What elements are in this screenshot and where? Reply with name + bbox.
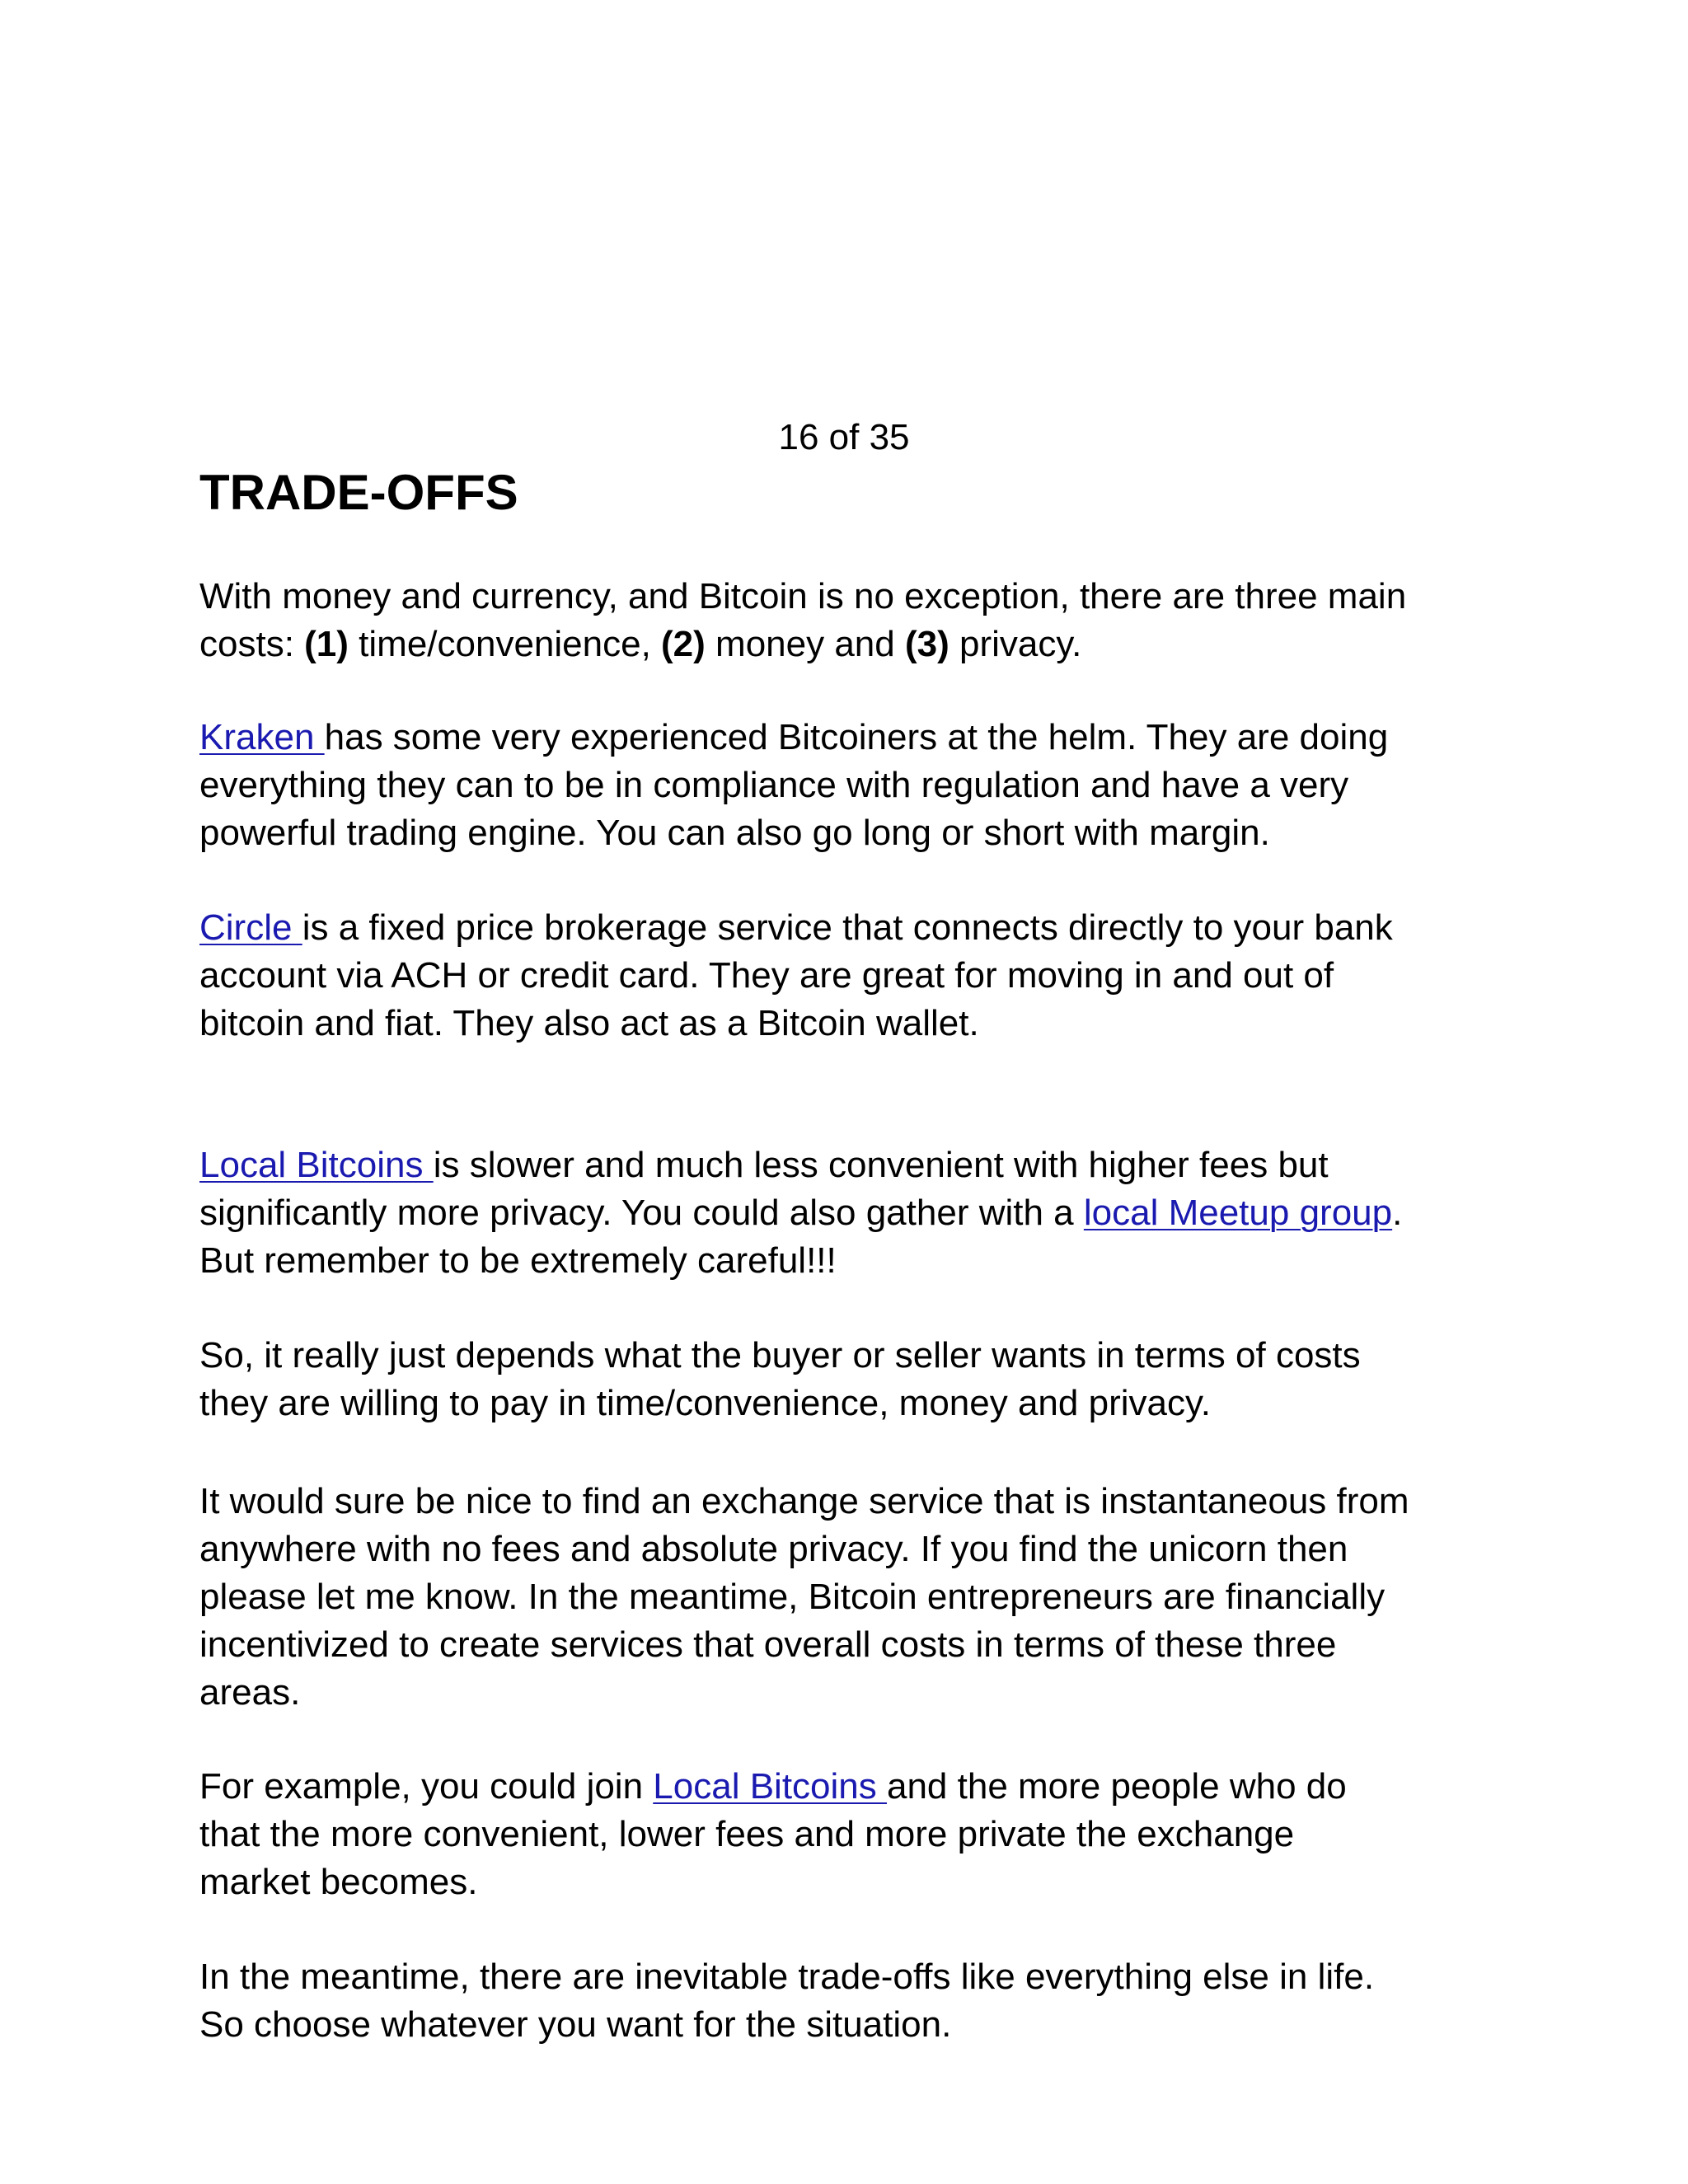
text-line: incentivized to create services that overall costs in terms of these three — [199, 1624, 1337, 1665]
text-line: bitcoin and fiat. They also act as a Bitcoin wallet. — [199, 1003, 979, 1043]
paragraph-example — [199, 1763, 1502, 1906]
text-line: Kraken has some very experienced Bitcoiners at the helm. They are doing — [199, 717, 1389, 757]
bold-number: (2) — [661, 624, 706, 664]
text-line: For example, you could join Local Bitcoins and the more people who do — [199, 1766, 1347, 1807]
text-line: account via ACH or credit card. They are great for moving in and out of — [199, 955, 1334, 996]
text-line: It would sure be nice to find an exchange service that is instantaneous from — [199, 1481, 1409, 1521]
paragraph-kraken — [199, 714, 1502, 857]
bold-number: (1) — [304, 624, 349, 664]
paragraph-intro — [199, 573, 1502, 668]
local-bitcoins-link-2[interactable]: Local Bitcoins — [653, 1766, 887, 1807]
text-line: they are willing to pay in time/convenience, money and privacy. — [199, 1383, 1211, 1423]
section-title: TRADE-OFFS — [199, 465, 518, 520]
text-line: please let me know. In the meantime, Bitcoin entrepreneurs are financially — [199, 1577, 1386, 1617]
text-line: areas. — [199, 1672, 301, 1713]
text-line: But remember to be extremely careful!!! — [199, 1240, 837, 1281]
text-line: everything they can to be in compliance with regulation and have a very — [199, 765, 1349, 805]
text-line: In the meantime, there are inevitable trade-offs like everything else in life. — [199, 1957, 1375, 1997]
text-line: that the more convenient, lower fees and more private the exchange — [199, 1814, 1295, 1854]
text-line: Circle is a fixed price brokerage service that connects directly to your bank — [199, 907, 1393, 948]
paragraph-unicorn — [199, 1478, 1502, 1717]
text-line: So, it really just depends what the buyer or seller wants in terms of costs — [199, 1335, 1361, 1376]
bold-number: (3) — [904, 624, 950, 664]
text-line: With money and currency, and Bitcoin is no exception, there are three main — [199, 576, 1407, 616]
kraken-link[interactable]: Kraken — [199, 717, 325, 757]
paragraph-conclusion — [199, 1953, 1502, 2049]
circle-link[interactable]: Circle — [199, 907, 302, 948]
text-line: anywhere with no fees and absolute privacy. If you find the unicorn then — [199, 1529, 1348, 1569]
paragraph-depends — [199, 1332, 1502, 1427]
text-line: powerful trading engine. You can also go long or short with margin. — [199, 813, 1270, 853]
text-line: costs: (1) time/convenience, (2) money and (3) privacy. — [199, 624, 1082, 664]
text-line: Local Bitcoins is slower and much less convenient with higher fees but — [199, 1145, 1329, 1185]
page-number: 16 of 35 — [778, 417, 910, 457]
local-bitcoins-link[interactable]: Local Bitcoins — [199, 1145, 434, 1185]
text-line: significantly more privacy. You could also gather with a local Meetup group. — [199, 1193, 1403, 1233]
paragraph-local-bitcoins — [199, 1141, 1502, 1285]
text-line: So choose whatever you want for the situation. — [199, 2004, 952, 2045]
text-line: market becomes. — [199, 1862, 478, 1902]
paragraph-circle — [199, 904, 1502, 1047]
local-meetup-group-link[interactable]: local Meetup group — [1083, 1193, 1393, 1233]
